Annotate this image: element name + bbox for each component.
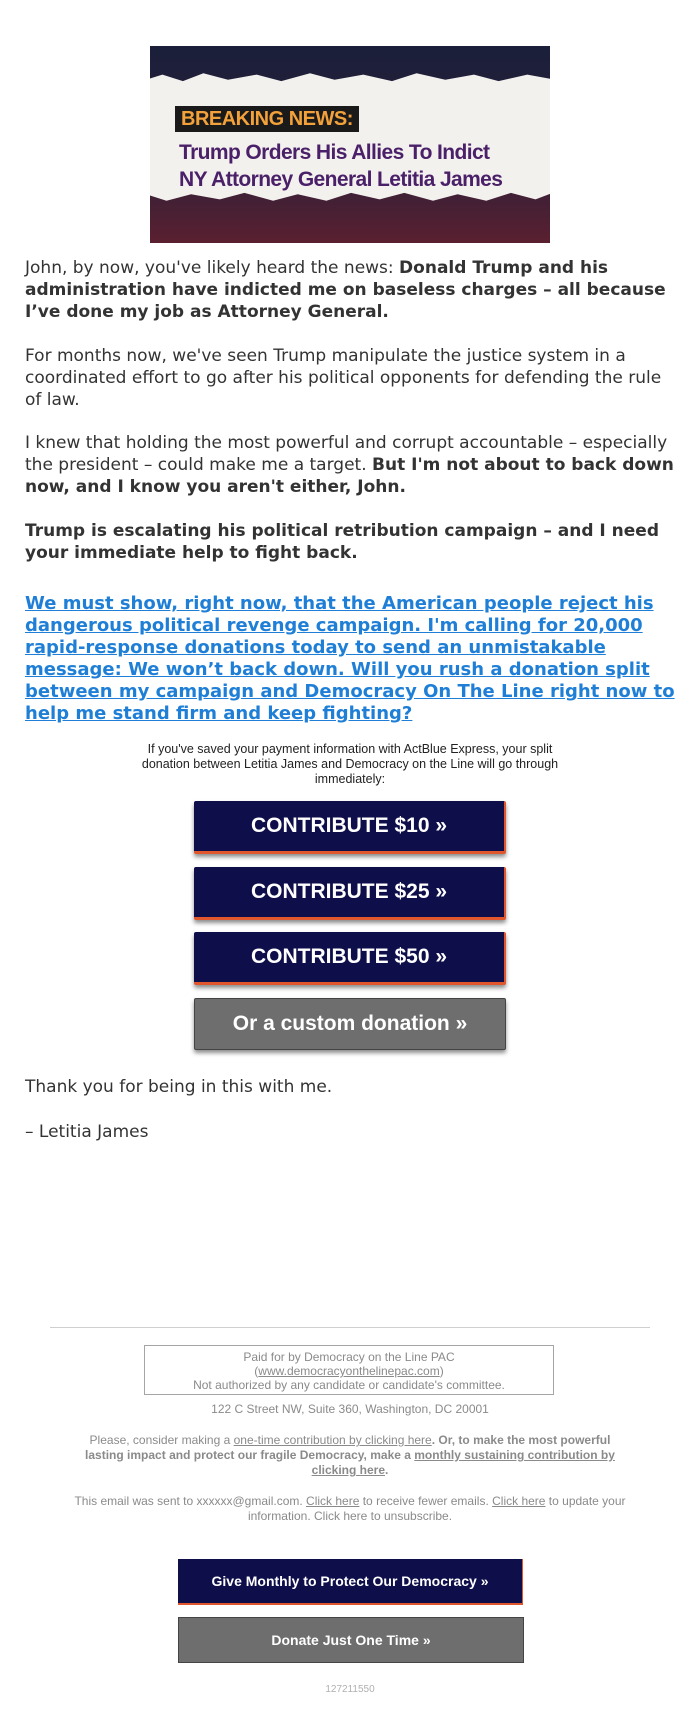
paragraph-1 (25, 257, 675, 323)
unsubscribe-text: to update your information. Click here to unsubscribe. (247, 1494, 626, 1523)
custom-donation-button[interactable]: Or a custom donation » (194, 998, 506, 1050)
monthly-contribution-link[interactable]: monthly sustaining contribution by clicking here (311, 1448, 615, 1477)
update-info-link[interactable]: Click here (492, 1494, 546, 1508)
paragraph-4-bold: Trump is escalating his political retribution campaign – and I need your immediate help to fight back. (25, 521, 659, 563)
paid-for-box (144, 1345, 554, 1395)
contribution-options-text (70, 1433, 630, 1478)
consider-bold-text: . Or, to make the most powerful lasting impact and protect our fragile Democracy, make a (85, 1433, 611, 1462)
consider-text: Please, consider making a (89, 1433, 234, 1447)
consider-end: . (385, 1463, 389, 1477)
breaking-news-banner (150, 46, 550, 243)
fewer-emails-link[interactable]: Click here (306, 1494, 360, 1508)
paragraph-3-bold: But I'm not about to back down now, and I know you aren't either, John. (25, 455, 674, 497)
paid-for-website (145, 1364, 553, 1378)
contribute-50-button[interactable]: CONTRIBUTE $50 » (194, 932, 506, 985)
paren-open: ( (254, 1364, 259, 1378)
paragraph-4 (25, 520, 675, 564)
paragraph-1-text: John, by now, you've likely heard the news: (25, 258, 400, 278)
one-time-contribution-link[interactable]: one-time contribution by clicking here (233, 1433, 432, 1447)
donate-appeal-link[interactable]: We must show, right now, that the American people reject his dangerous political revenge campaign. I'm calling for 20,000 rapid-response donations today to send an unmistakable message: We won’t back down. Will you rush a donation split between my campaign and Democracy On The Line right now to help me stand firm and keep fighting? (25, 593, 675, 724)
mailing-address: 122 C Street NW, Suite 360, Washington, DC 20001 (211, 1402, 489, 1416)
paragraph-2: For months now, we've seen Trump manipulate the justice system in a coordinated effort to go after his political opponents for defending the rule of law. (25, 346, 662, 410)
footer-divider (50, 1327, 650, 1328)
signature: – Letitia James (25, 1122, 149, 1142)
banner-headline-line1: Trump Orders His Allies To Indict (179, 141, 490, 164)
give-monthly-button[interactable]: Give Monthly to Protect Our Democracy » (178, 1559, 523, 1605)
paragraph-1-bold: Donald Trump and his administration have indicted me on baseless charges – all because I’ve done my job as Attorney General. (25, 258, 666, 322)
breaking-news-badge: BREAKING NEWS: (175, 106, 359, 132)
paid-for-line: Paid for by Democracy on the Line PAC (243, 1350, 455, 1364)
banner-headline-line2: NY Attorney General Letitia James (179, 168, 503, 191)
paren-close: ) (439, 1364, 444, 1378)
not-authorized-line: Not authorized by any candidate or candidate's committee. (193, 1378, 505, 1392)
contribute-25-button[interactable]: CONTRIBUTE $25 » (194, 867, 506, 920)
email-id-code: 127211550 (325, 1684, 375, 1695)
paragraph-3-text: I knew that holding the most powerful and corrupt accountable – especially the president – could make me a target. (25, 433, 668, 475)
sent-to-text: This email was sent to xxxxxx@gmail.com. (74, 1494, 307, 1508)
fewer-emails-text: to receive fewer emails. (359, 1494, 493, 1508)
paragraph-3 (25, 432, 675, 498)
banner-headline (179, 139, 539, 193)
actblue-express-note: If you've saved your payment information with ActBlue Express, your split donation between Letitia James and Democracy on the Line will go through immediately: (141, 742, 559, 786)
pac-website-link[interactable]: www.democracyonthelinepac.com (258, 1364, 440, 1378)
email-sent-notice (70, 1494, 630, 1524)
contribute-10-button[interactable]: CONTRIBUTE $10 » (194, 801, 506, 854)
thank-you-text: Thank you for being in this with me. (25, 1077, 333, 1097)
donate-one-time-button[interactable]: Donate Just One Time » (178, 1617, 524, 1663)
